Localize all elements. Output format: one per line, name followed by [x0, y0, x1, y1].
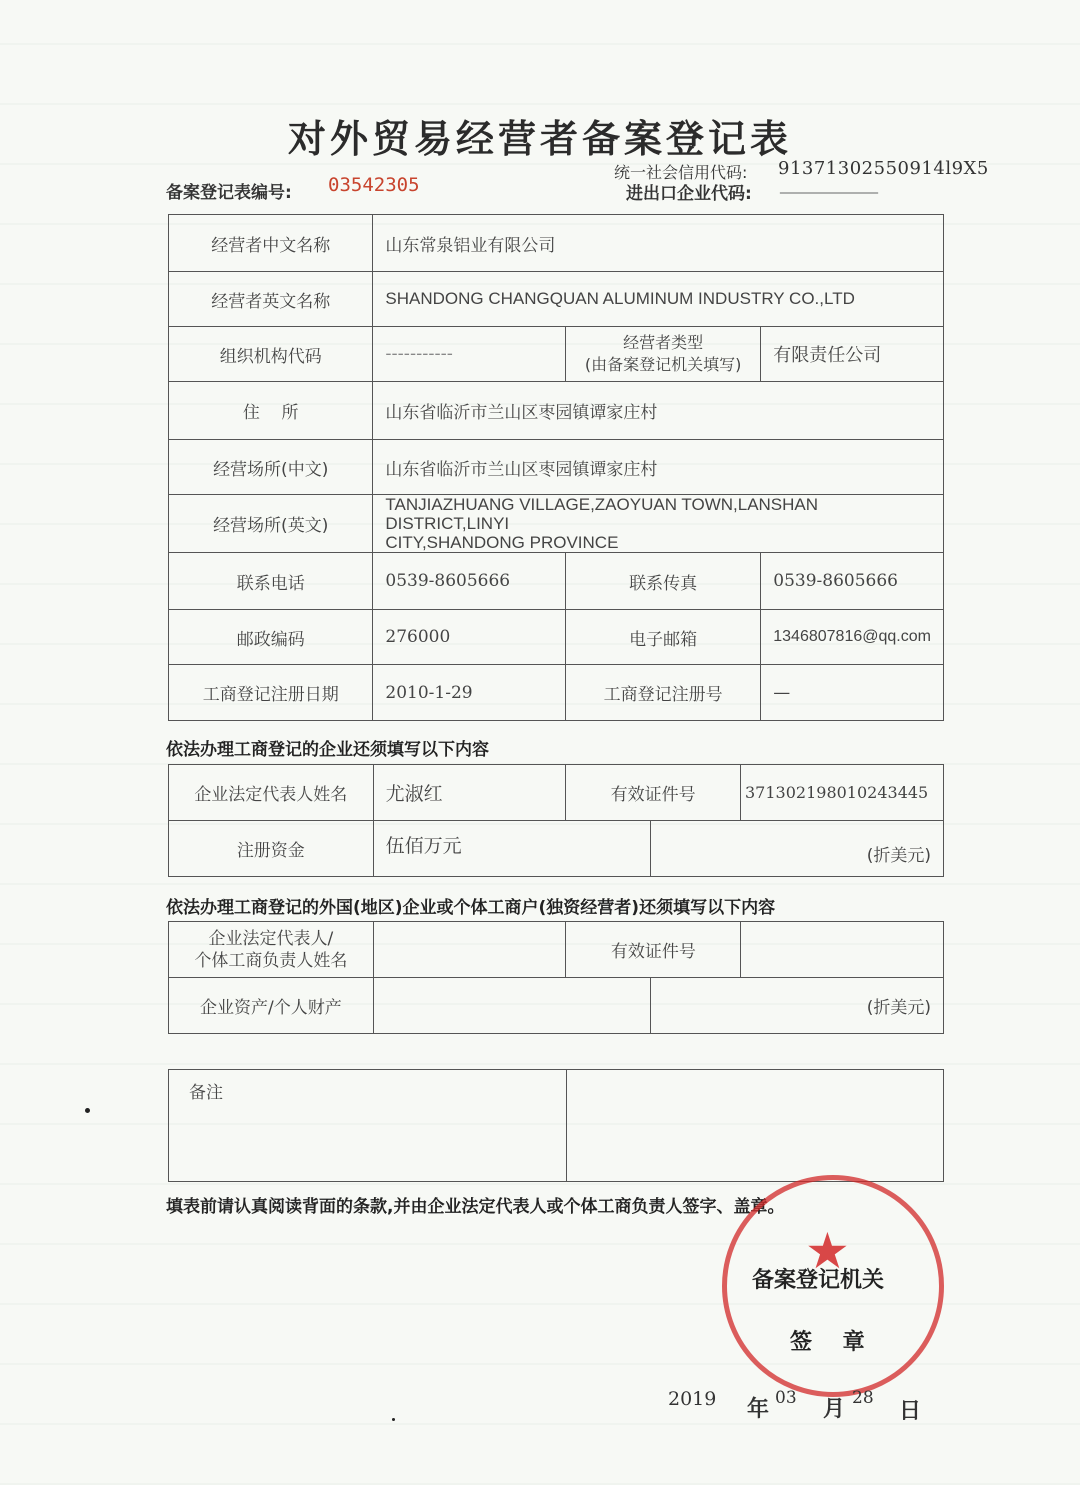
rep-value	[373, 922, 566, 978]
ie-code-label: 进出口企业代码:	[626, 184, 752, 204]
main-table	[168, 214, 944, 721]
date-year: 2019	[668, 1388, 717, 1410]
type-value: 有限责任公司	[761, 327, 944, 382]
section1-heading: 依法办理工商登记的企业还须填写以下内容	[166, 740, 489, 760]
stray-mark	[392, 1418, 395, 1421]
authority-label: 备案登记机关	[752, 1268, 885, 1293]
reg-no-value: —	[761, 665, 944, 721]
sign-label: 签 章	[790, 1330, 865, 1355]
id2-label: 有效证件号	[566, 922, 741, 978]
capital-label: 注册资金	[169, 821, 374, 877]
capital-usd-label: (折美元)	[651, 821, 944, 877]
en-name-value: SHANDONG CHANGQUAN ALUMINUM INDUSTRY CO.,LTD	[373, 272, 944, 327]
capital-value: 伍佰万元	[373, 821, 651, 877]
document-title: 对外贸易经营者备案登记表	[287, 117, 792, 161]
stray-mark	[85, 1108, 90, 1113]
seal-star-icon: ★	[805, 1222, 850, 1280]
site-en-line1: TANJIAZHUANG VILLAGE,ZAOYUAN TOWN,LANSHAN DISTRICT,LINYI	[385, 495, 819, 533]
remarks-value	[566, 1070, 944, 1182]
postcode-label: 邮政编码	[169, 610, 373, 665]
rep-label-line2: 个体工商负责人姓名	[194, 950, 348, 971]
type-label	[565, 327, 760, 382]
reg-date-value: 2010-1-29	[373, 665, 566, 721]
form-no-label: 备案登记表编号:	[166, 183, 292, 203]
site-cn-value: 山东省临沂市兰山区枣园镇谭家庄村	[373, 440, 944, 495]
phone-value: 0539-8605666	[373, 553, 566, 610]
id2-value	[741, 922, 944, 978]
id-label: 有效证件号	[566, 765, 741, 821]
form-no-value: 03542305	[328, 174, 420, 196]
rep-label-line1: 企业法定代表人/	[208, 928, 334, 949]
reg-date-label: 工商登记注册日期	[169, 665, 373, 721]
date-month: 03	[775, 1388, 797, 1408]
phone-label: 联系电话	[169, 553, 373, 610]
org-code-label: 组织机构代码	[169, 327, 373, 382]
date-month-unit: 月	[823, 1397, 846, 1422]
date-day: 28	[852, 1388, 874, 1408]
section1-table	[168, 764, 944, 877]
cn-name-value: 山东常泉铝业有限公司	[373, 215, 944, 272]
ie-code-value: ______________	[780, 178, 878, 194]
section2-table	[168, 921, 944, 1034]
type-label-line2: (由备案登记机关填写)	[584, 355, 742, 374]
credit-code-value: 91371302550914l9X5	[778, 158, 989, 179]
site-en-value	[373, 495, 944, 553]
remarks-table	[168, 1069, 944, 1182]
address-value: 山东省临沂市兰山区枣园镇谭家庄村	[373, 382, 944, 440]
section2-heading: 依法办理工商登记的外国(地区)企业或个体工商户(独资经营者)还须填写以下内容	[166, 898, 776, 918]
date-day-unit: 日	[899, 1399, 922, 1424]
remarks-label: 备注	[169, 1070, 567, 1182]
email-label: 电子邮箱	[565, 610, 760, 665]
assets-usd-label: (折美元)	[651, 978, 944, 1034]
email-value: 1346807816@qq.com	[761, 610, 944, 665]
assets-value	[373, 978, 651, 1034]
address-label: 住 所	[169, 382, 373, 440]
site-en-line2: CITY,SHANDONG PROVINCE	[385, 533, 619, 552]
site-en-label: 经营场所(英文)	[169, 495, 373, 553]
org-code-value: -----------	[373, 327, 566, 382]
site-cn-label: 经营场所(中文)	[169, 440, 373, 495]
reg-no-label: 工商登记注册号	[565, 665, 760, 721]
legal-rep-label: 企业法定代表人姓名	[169, 765, 374, 821]
footer-notice: 填表前请认真阅读背面的条款,并由企业法定代表人或个体工商负责人签字、盖章。	[166, 1197, 785, 1217]
legal-rep-value: 尤淑红	[373, 765, 566, 821]
postcode-value: 276000	[373, 610, 566, 665]
fax-value: 0539-8605666	[761, 553, 944, 610]
rep-label	[169, 922, 374, 978]
credit-code-label: 统一社会信用代码:	[614, 163, 748, 182]
assets-label: 企业资产/个人财产	[169, 978, 374, 1034]
fax-label: 联系传真	[565, 553, 760, 610]
id-value: 371302198010243445	[741, 765, 944, 821]
cn-name-label: 经营者中文名称	[169, 215, 373, 272]
type-label-line1: 经营者类型	[623, 333, 704, 352]
date-year-unit: 年	[747, 1397, 770, 1422]
en-name-label: 经营者英文名称	[169, 272, 373, 327]
